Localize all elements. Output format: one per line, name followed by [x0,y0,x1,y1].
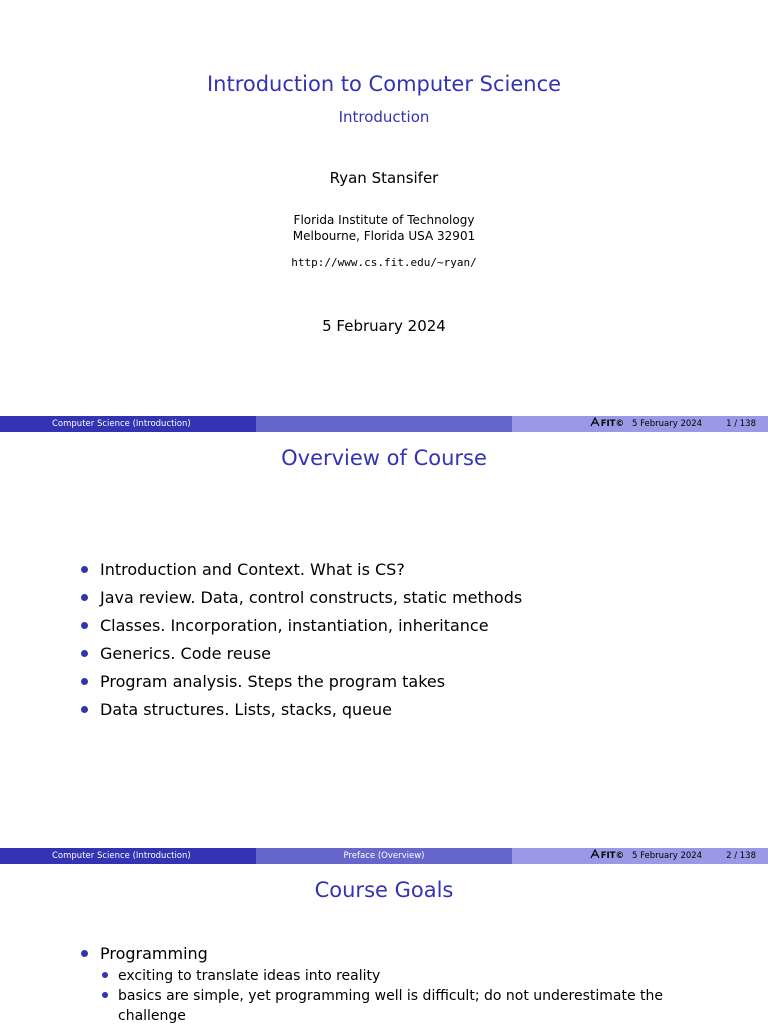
list-item: Generics. Code reuse [78,644,522,672]
footer-course: Computer Science (Introduction) [0,848,256,864]
sub-bullet-icon [102,992,108,998]
footer-info [512,416,768,432]
list-item: Introduction and Context. What is CS? [78,560,522,588]
sub-bullet-icon [102,972,108,978]
frame-title: Course Goals [314,878,454,902]
course-goals-slide [0,864,768,1024]
bullet-icon [81,566,88,573]
presentation-date: 5 February 2024 [322,317,446,335]
fit-logo-icon: FIT© [590,416,624,432]
footer-page-number: 2 / 138 [726,851,756,861]
footer-info [512,848,768,864]
author-name: Ryan Stansifer [329,169,439,187]
author-url[interactable]: http://www.cs.fit.edu/~ryan/ [291,256,477,269]
bullet-icon [81,650,88,657]
footer-course: Computer Science (Introduction) [0,416,256,432]
list-item: Program analysis. Steps the program takes [78,672,522,700]
bullet-icon [81,594,88,601]
sub-list-item: exciting to translate ideas into reality [100,966,718,986]
footer-section: Preface (Overview) [256,848,512,864]
list-item: Java review. Data, control constructs, static methods [78,588,522,616]
footer-date: 5 February 2024 [631,851,703,861]
list-item: Classes. Incorporation, instantiation, inheritance [78,616,522,644]
bullet-icon [81,678,88,685]
bullet-icon [81,622,88,629]
bullet-list [78,944,718,1024]
bullet-icon [81,950,88,957]
presentation-title: Introduction to Computer Science [206,72,562,96]
slide-footer [0,416,768,432]
sub-list-item: basics are simple, yet programming well is difficult; do not underestimate the challenge [100,986,718,1024]
fit-logo-icon: FIT© [590,848,624,864]
bullet-list [78,560,522,728]
frame-title: Overview of Course [281,446,487,470]
footer-section [256,416,512,432]
presentation-subtitle: Introduction [338,108,430,126]
slide-footer [0,848,768,864]
footer-page-number: 1 / 138 [726,419,756,429]
list-item: Programming exciting to translate ideas into reality basics are simple, yet programming well is difficult; do not underestimate the challenge [78,944,718,1024]
footer-date: 5 February 2024 [631,419,703,429]
institution-location: Melbourne, Florida USA 32901 [292,229,476,243]
overview-slide [0,432,768,848]
institution-name: Florida Institute of Technology [293,213,475,227]
sub-bullet-list [100,966,718,1024]
bullet-icon [81,706,88,713]
title-slide [0,0,768,416]
list-item: Data structures. Lists, stacks, queue [78,700,522,728]
